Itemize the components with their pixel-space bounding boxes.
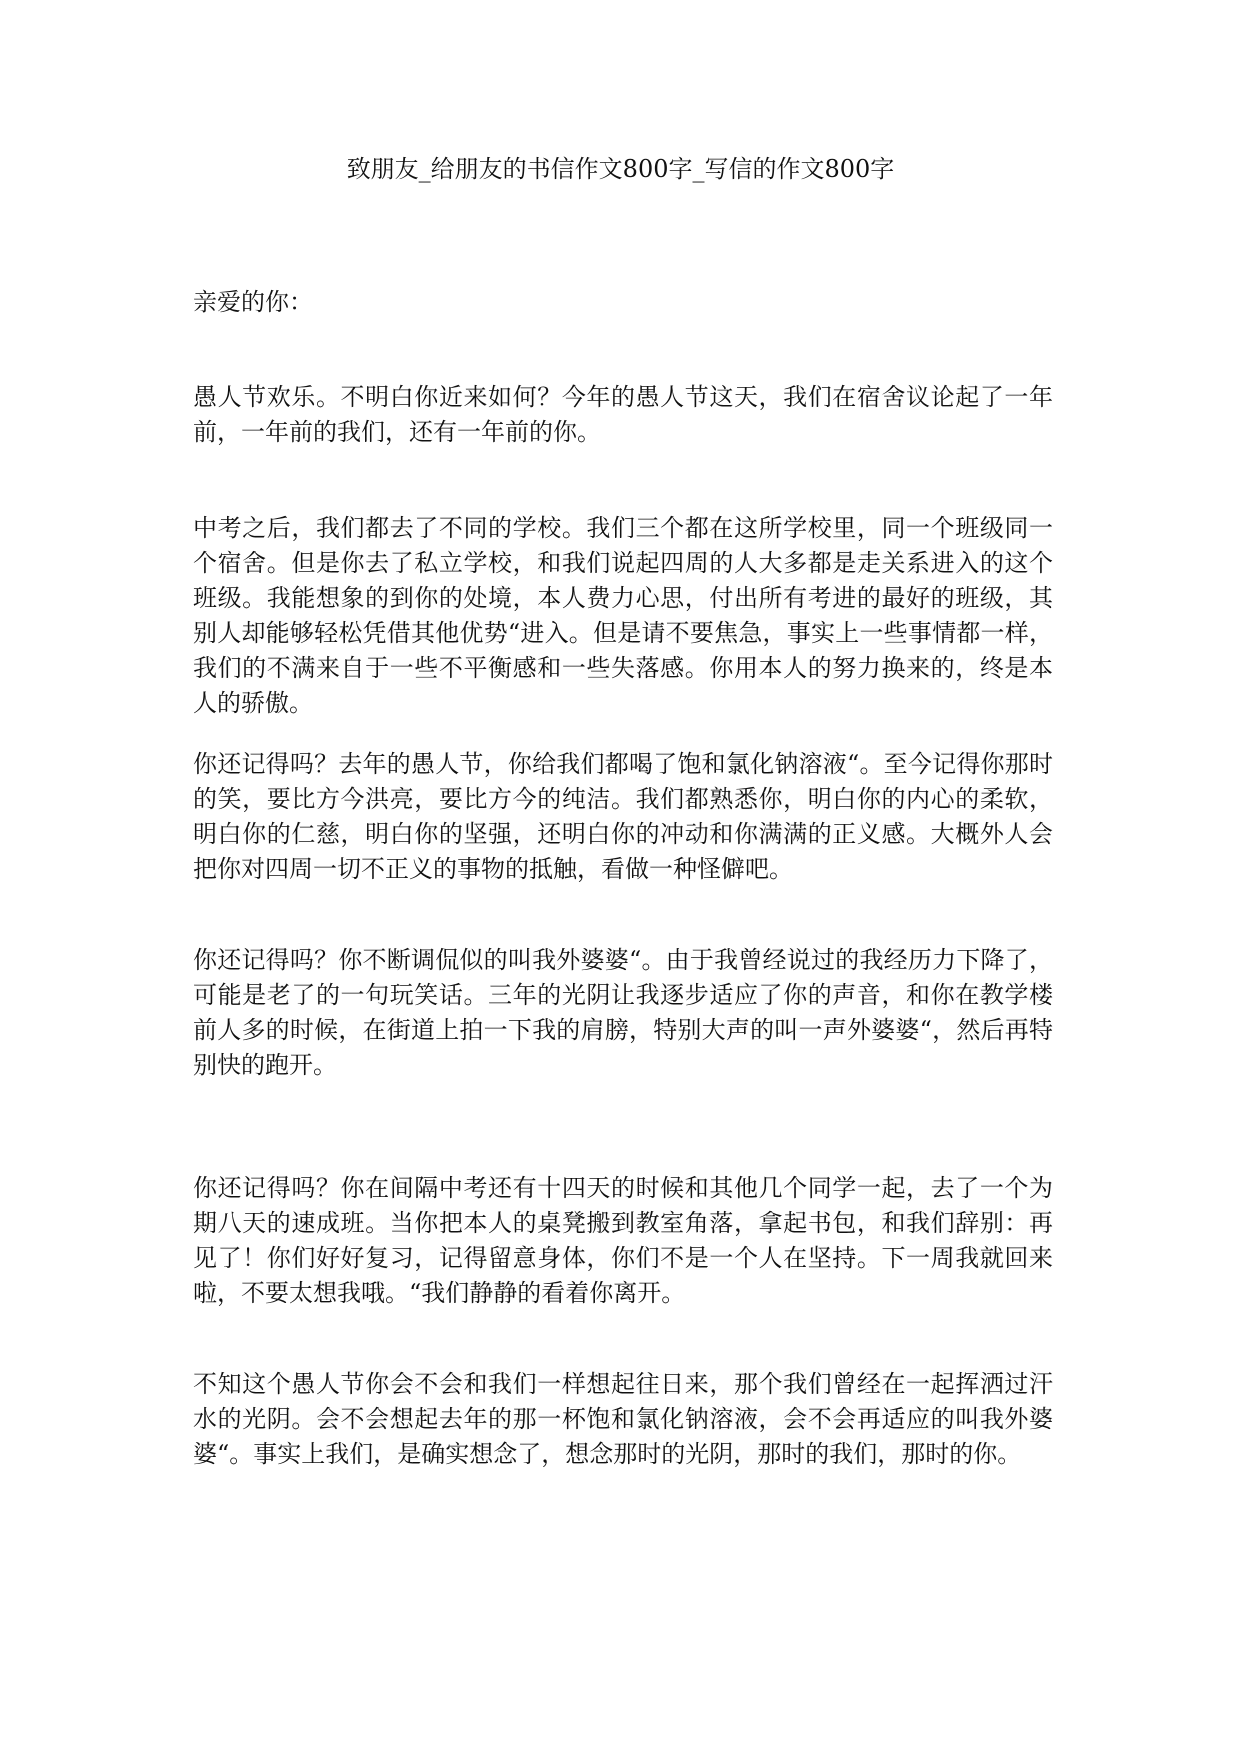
- paragraph-6: 不知这个愚人节你会不会和我们一样想起往日来，那个我们曾经在一起挥洒过汗水的光阴。会不会想起去年的那一杯饱和氯化钠溶液，会不会再适应的叫我外婆婆“。事实上我们，是确实想念了，想念那时的光阴，那时的我们，那时的你。: [193, 1370, 1053, 1468]
- salutation: 亲爱的你：: [193, 288, 313, 316]
- document-title: 致朋友_给朋友的书信作文800字_写信的作文800字: [346, 155, 895, 183]
- paragraph-1: 愚人节欢乐。不明白你近来如何？今年的愚人节这天，我们在宿舍议论起了一年前，一年前的我们，还有一年前的你。: [193, 383, 1053, 446]
- paragraph-4: 你还记得吗？你不断调侃似的叫我外婆婆“。由于我曾经说过的我经历力下降了，可能是老了的一句玩笑话。三年的光阴让我逐步适应了你的声音，和你在教学楼前人多的时候，在街道上拍一下我的肩膀，特别大声的叫一声外婆婆“，然后再特别快的跑开。: [193, 946, 1053, 1079]
- paragraph-2: 中考之后，我们都去了不同的学校。我们三个都在这所学校里，同一个班级同一个宿舍。但是你去了私立学校，和我们说起四周的人大多都是走关系进入的这个班级。我能想象的到你的处境，本人费力心思，付出所有考进的最好的班级，其别人却能够轻松凭借其他优势“进入。但是请不要焦急，事实上一些事情都一样，我们的不满来自于一些不平衡感和一些失落感。你用本人的努力换来的，终是本人的骄傲。: [193, 514, 1053, 717]
- paragraph-5: 你还记得吗？你在间隔中考还有十四天的时候和其他几个同学一起，去了一个为期八天的速成班。当你把本人的桌凳搬到教室角落，拿起书包，和我们辞别：再见了！你们好好复习，记得留意身体，你们不是一个人在坚持。下一周我就回来啦，不要太想我哦。“我们静静的看着你离开。: [193, 1174, 1053, 1307]
- paragraph-3: 你还记得吗？去年的愚人节，你给我们都喝了饱和氯化钠溶液“。至今记得你那时的笑，要比方今洪亮，要比方今的纯洁。我们都熟悉你，明白你的内心的柔软，明白你的仁慈，明白你的坚强，还明白你的冲动和你满满的正义感。大概外人会把你对四周一切不正义的事物的抵触，看做一种怪僻吧。: [193, 750, 1053, 883]
